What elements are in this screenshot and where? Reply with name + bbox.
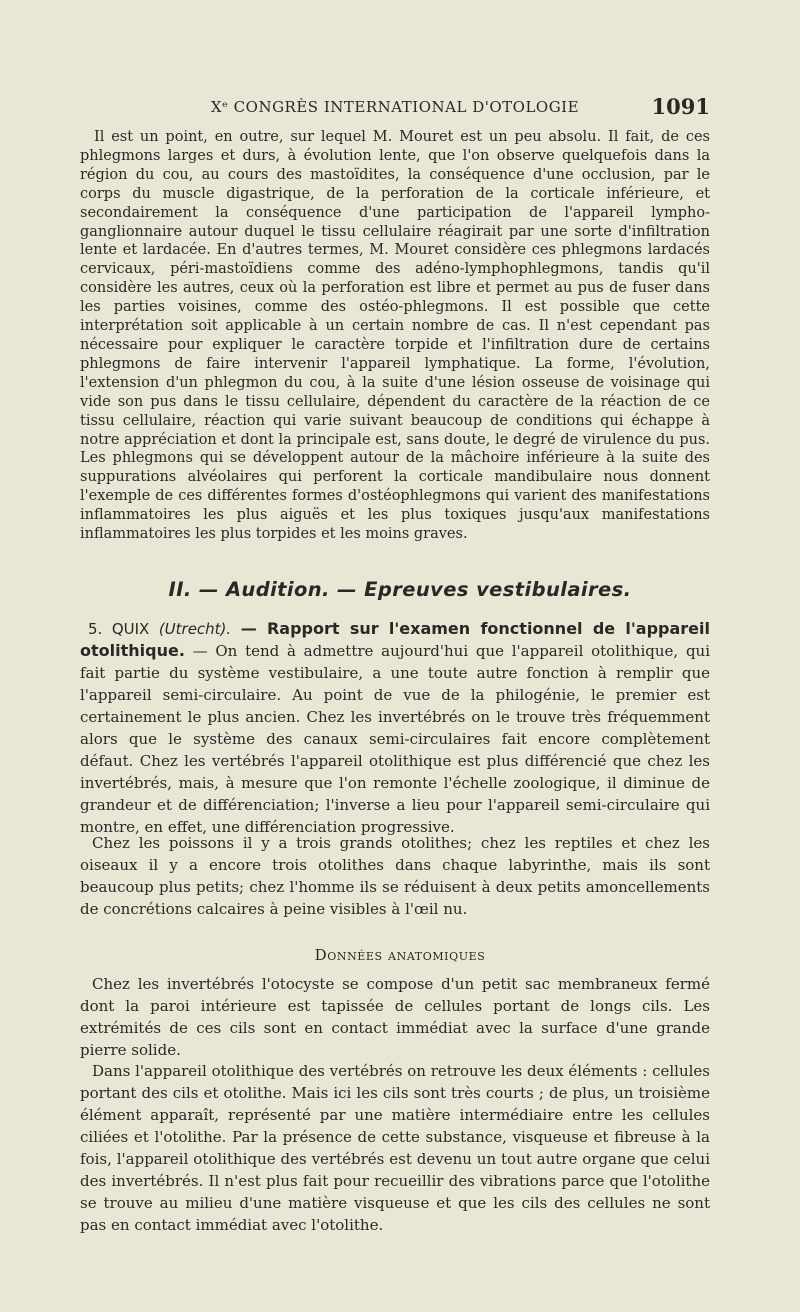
report-place: (Utrecht). xyxy=(158,620,232,638)
paragraph-mouret: Il est un point, en outre, sur lequel M. Mouret est un peu absolu. Il fait, de ces phlegmons larges et durs, à évolution lente, que l'on observe quelquefois dans la région du cou, au cours des mastoïdites, la conséquence d'une occlusion, par le corps du muscle digastrique, de la perforation de la corticale inférieure, et secondairement la conséquence d'une participation de l'appareil lympho-ganglionnaire autour duquel le tissu cellulaire réagirait par une sorte d'infiltration lente et lardacée. En d'autres termes, M. Mouret considère ces phlegmons lardacés cervicaux, péri-mastoïdiens comme des adéno-lymphophlegmons, tandis qu'il considère les autres, ceux où la perforation est libre et permet au pus de fuser dans les parties voisines, comme des ostéo-phlegmons. Il est possible que cette interprétation soit applicable à un certain nombre de cas. Il n'est cependant pas nécessaire pour expliquer le caractère torpide et l'infiltration dure de certains phlegmons de faire intervenir l'appareil lymphatique. La forme, l'évolution, l'extension d'un phlegmon du cou, à la suite d'une lésion osseuse de voisinage qui vide son pus dans le tissu cellulaire, dépendent du caractère de la réaction de ce tissu cellulaire, réaction qui varie suivant beaucoup de conditions qui échappe à notre appréciation et dont la principale est, sans doute, le degré de virulence du pus. Les phlegmons qui se développent autour de la mâchoire inférieure à la suite des suppurations alvéolaires qui perforent la corticale mandibulaire nous donnent l'exemple de ces différentes formes d'ostéophlegmons qui varient des manifestations inflammatoires les plus aiguës et les plus toxiques jusqu'aux manifestations inflammatoires les plus torpides et les moins graves. xyxy=(80,129,710,543)
report-body: — On tend à admettre aujourd'hui que l'appareil otolithique, qui fait partie du système vestibulaire, a une toute autre fonction à remplir que l'appareil semi-circulaire. Au point de vue de la philogénie, le premier est certainement le plus ancien. Chez les invertébrés on le trouve très fréquemment alors que le système des canaux semi-circulaires fait encore complètement défaut. Chez les vertébrés l'appareil otolithique est plus différencié que chez les invertébrés, mais, à mesure que l'on remonte l'échelle zoologique, il diminue de grandeur et de différenciation; l'inverse a lieu pour l'appareil semi-circulaire qui montre, en effet, une différenciation progressive. xyxy=(80,642,710,836)
running-head xyxy=(80,94,710,120)
report-author: QUIX xyxy=(111,620,150,638)
paragraph-otolithes: Chez les poissons il y a trois grands otolithes; chez les reptiles et chez les oiseaux il y a encore trois otolithes dans chaque labyrinthe, mais ils sont beaucoup plus petits; chez l'homme ils se réduisent à deux petits amoncellements de concrétions calcaires à peine visibles à l'œil nu. xyxy=(80,834,710,918)
running-title: Xᵉ CONGRÈS INTERNATIONAL D'OTOLOGIE xyxy=(210,98,580,116)
page-number: 1091 xyxy=(651,94,710,119)
report-number: 5. xyxy=(88,620,103,638)
section-heading: II. — Audition. — Epreuves vestibulaires. xyxy=(168,578,632,601)
paragraph-vertebres: Dans l'appareil otolithique des vertébrés on retrouve les deux éléments : cellules portant des cils et otolithe. Mais ici les cils sont très courts ; de plus, un troisième élément apparaît, représenté par une matière intermédiaire entre les cellules ciliées et l'otolithe. Par la présence de cette substance, visqueuse et fibreuse à la fois, l'appareil otolithique des vertébrés est devenu un tout autre organe que celui des invertébrés. Il n'est plus fait pour recueillir des vibrations parce que l'otolithe se trouve au milieu d'une matière visqueuse et que les cils des cellules ne sont pas en contact immédiat avec l'otolithe. xyxy=(80,1062,710,1234)
paragraph-invertebres: Chez les invertébrés l'otocyste se compose d'un petit sac membraneux fermé dont la paroi intérieure est tapissée de cellules portant de longs cils. Les extrémités de ces cils sont en contact immédiat avec la surface d'une grande pierre solide. xyxy=(80,975,710,1059)
report-title: — Rapport sur l'examen fonctionnel de l'appareil otolithique. xyxy=(80,619,711,660)
subsection-heading: Données anatomiques xyxy=(314,946,486,964)
paragraph-quix-report xyxy=(80,618,710,838)
